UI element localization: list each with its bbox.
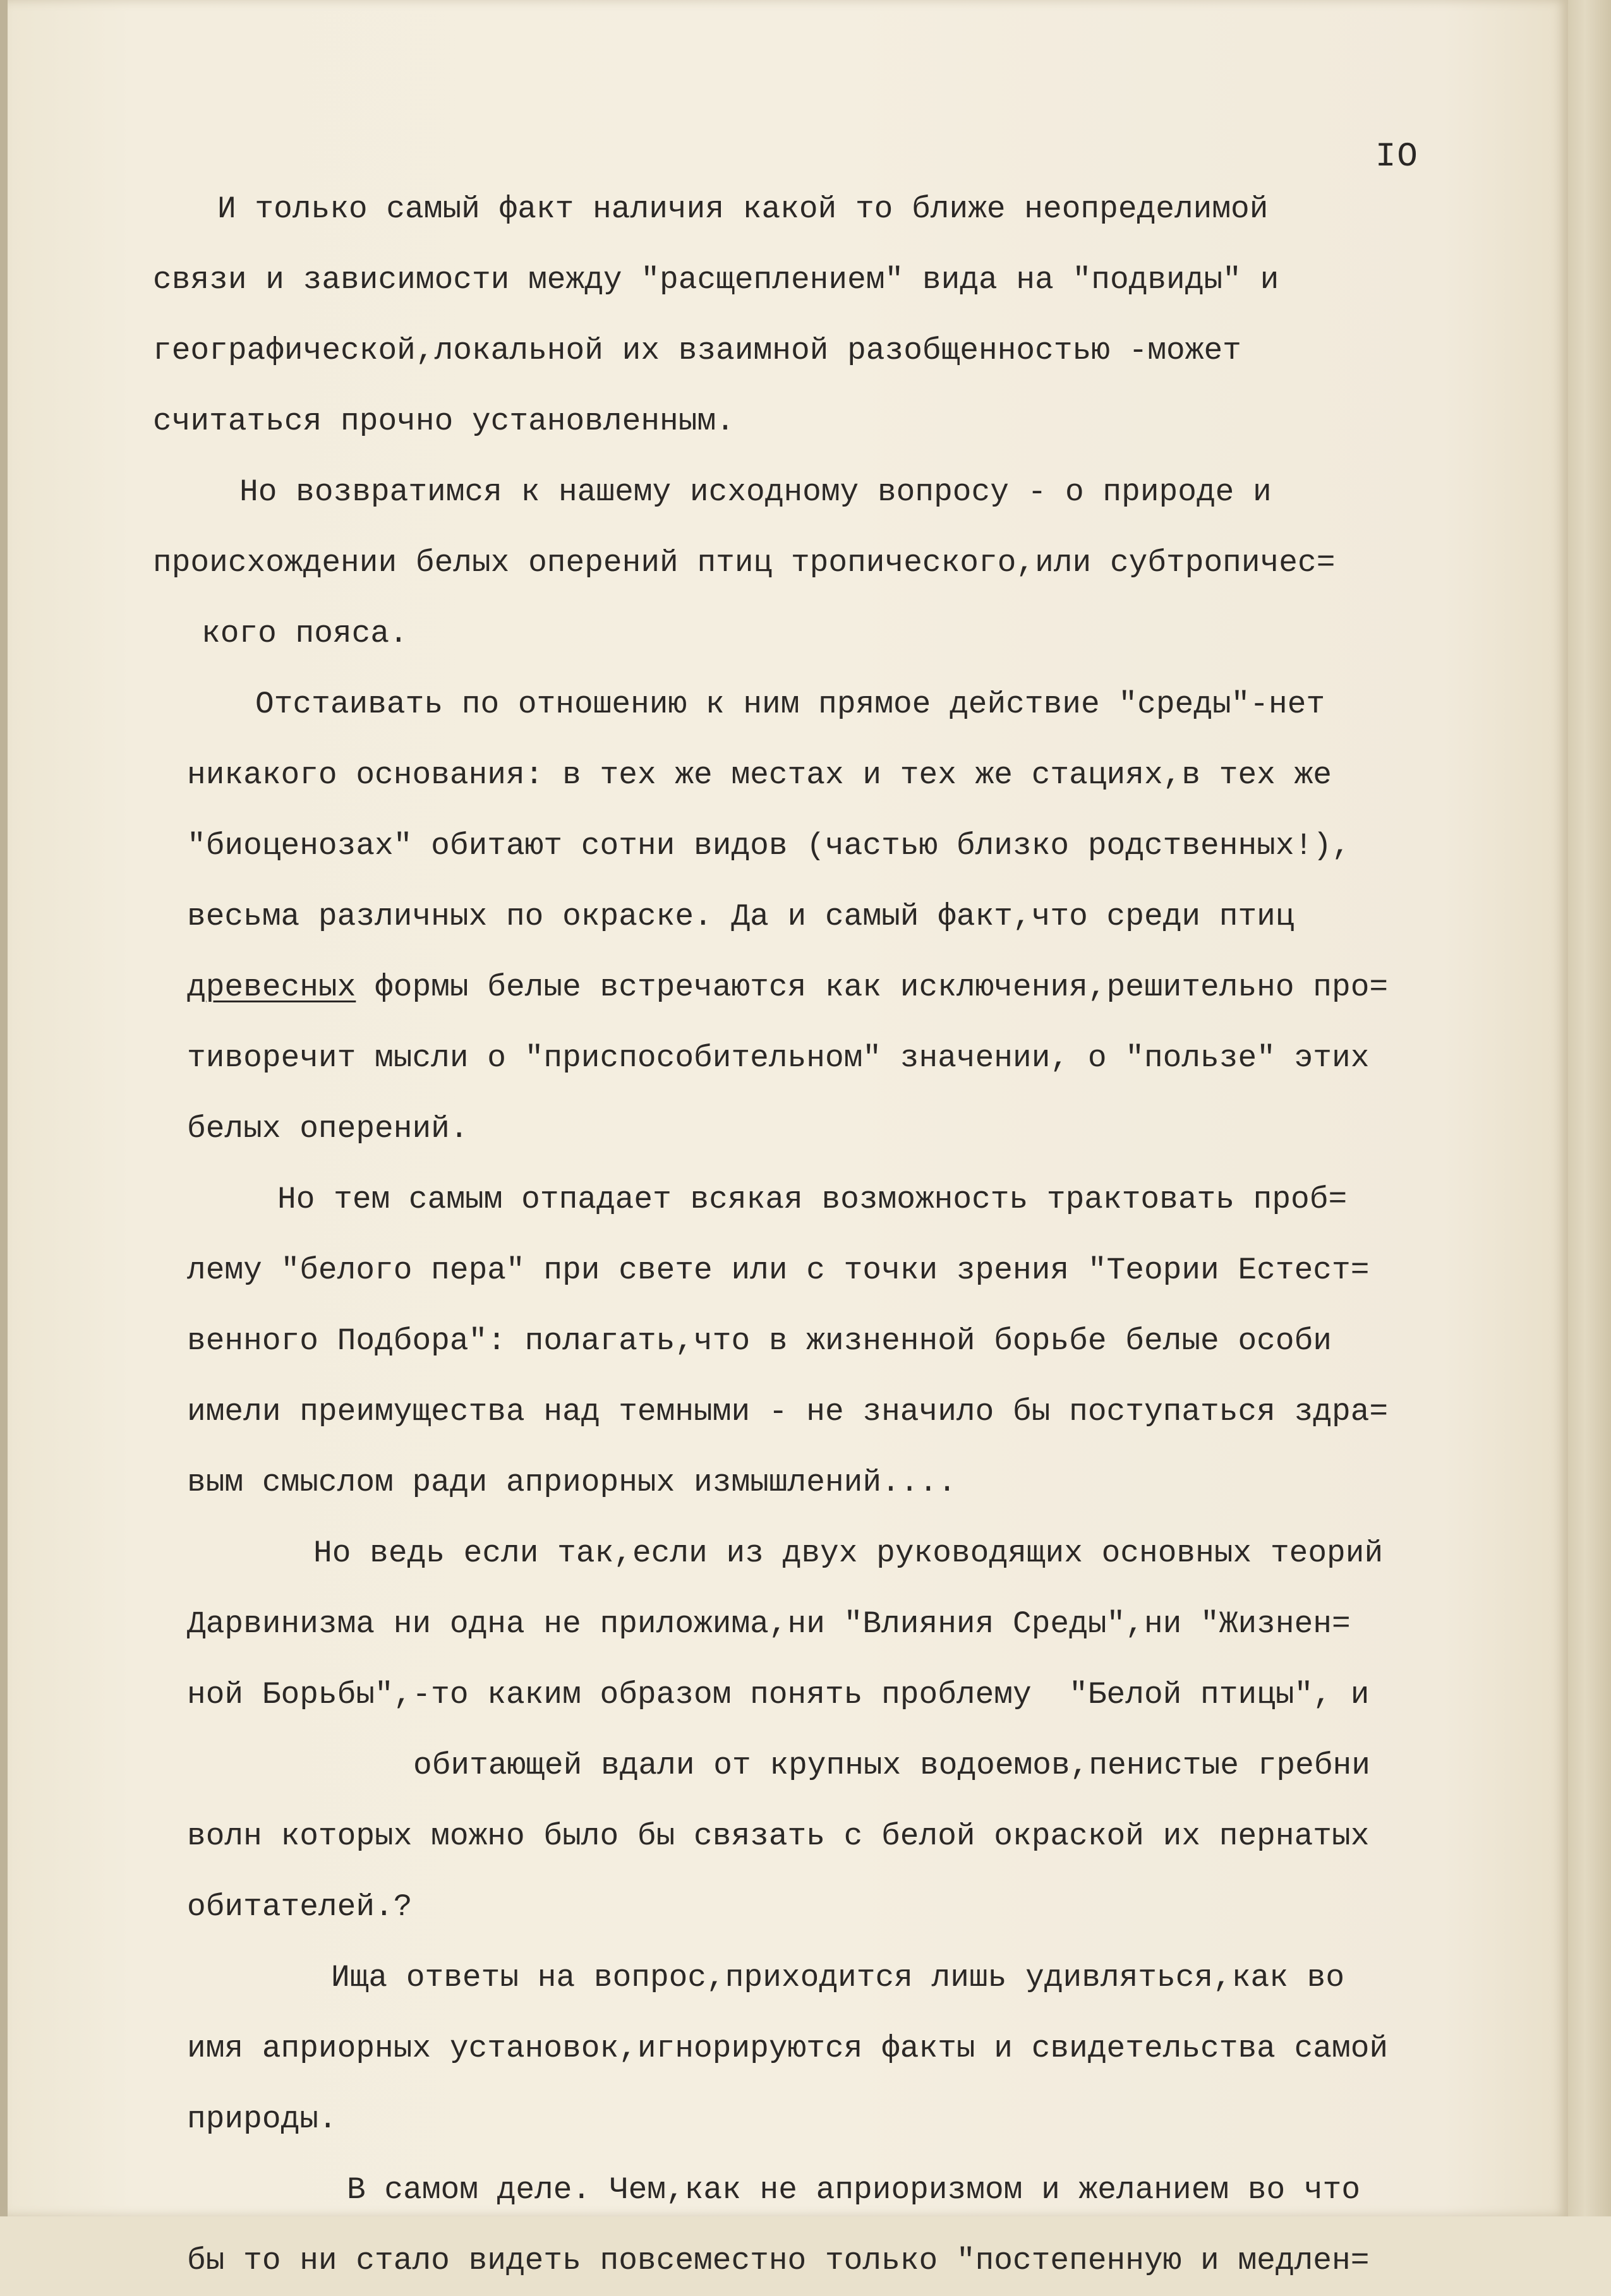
text-line: вым смыслом ради априорных измышлений.... [187, 1465, 956, 1500]
text-line: Но ведь если так,если из двух руководящих основных теорий [313, 1536, 1384, 1571]
text-line: природы. [187, 2101, 337, 2137]
text-line: связи и зависимости между "расщеплением" вида на "подвиды" и [153, 262, 1279, 298]
paragraph-6 [148, 1942, 1557, 2155]
paragraph-3 [148, 669, 1557, 1164]
typewritten-body [148, 174, 1557, 2296]
text-line: В самом деле. Чем,как не априоризмом и желанием во что [347, 2172, 1361, 2208]
text-line: географической,локальной их взаимной разобщенностью -может [153, 333, 1241, 368]
text-line: тиворечит мысли о "приспособительном" значении, о "пользе" этих [187, 1040, 1370, 1076]
text-line: волн которых можно было бы связать с белой окраской их пернатых [187, 1818, 1370, 1854]
page-right-edge [1568, 0, 1611, 2216]
text-line: никакого основания: в тех же местах и тех же стациях,в тех же [187, 757, 1332, 793]
underlined-word: древесных [187, 970, 356, 1005]
text-line: происхождении белых оперений птиц тропического,или субтропичес= [153, 545, 1336, 580]
text-line: кого пояса. [202, 616, 408, 651]
paper-sheet [8, 0, 1568, 2278]
paragraph-7 [148, 2155, 1557, 2296]
page-number: IO [1375, 138, 1419, 176]
paragraph-4 [148, 1164, 1557, 1518]
text-line: лему "белого пера" при свете или с точки зрения "Теории Естест= [187, 1253, 1370, 1288]
paragraph-1 [148, 174, 1557, 457]
text-line: древесных формы белые встречаются как исключения,решительно про= [187, 970, 1389, 1005]
text-line: имя априорных установок,игнорируются факты и свидетельства самой [187, 2031, 1389, 2066]
text-line: белых оперений. [187, 1111, 469, 1146]
page-left-edge [0, 0, 8, 2216]
text-line: имели преимущества над темными - не значило бы поступаться здра= [187, 1394, 1389, 1429]
paragraph-5 [148, 1518, 1557, 1942]
text-line: Отстаивать по отношению к ним прямое действие "среды"-нет [255, 687, 1325, 722]
text-line: весьма различных по окраске. Да и самый факт,что среди птиц [187, 899, 1294, 934]
text-line: обитателей.? [187, 1889, 413, 1925]
text-line: ной Борьбы",-то каким образом понять проблему "Белой птицы", и [187, 1677, 1370, 1712]
text-line: венного Подбора": полагать,что в жизненной борьбе белые особи [187, 1323, 1332, 1359]
text-line: бы то ни стало видеть повсеместно только "постепенную и медлен= [187, 2243, 1370, 2278]
text-line: Ища ответы на вопрос,приходится лишь удивляться,как во [331, 1960, 1345, 1995]
text-line: Дарвинизма ни одна не приложима,ни "Влияния Среды",ни "Жизнен= [187, 1606, 1351, 1642]
text-line: Но тем самым отпадает всякая возможность трактовать проб= [277, 1182, 1348, 1217]
text-line: обитающей вдали от крупных водоемов,пенистые гребни [413, 1748, 1370, 1783]
text-line: "биоценозах" обитают сотни видов (частью близко родственных!), [187, 828, 1351, 863]
paragraph-2 [148, 457, 1557, 669]
text-line: считаться прочно установленным. [153, 404, 735, 439]
text-line: Но возвратимся к нашему исходному вопросу - о природе и [239, 474, 1272, 510]
text-line: И только самый факт наличия какой то ближе неопределимой [217, 191, 1269, 227]
